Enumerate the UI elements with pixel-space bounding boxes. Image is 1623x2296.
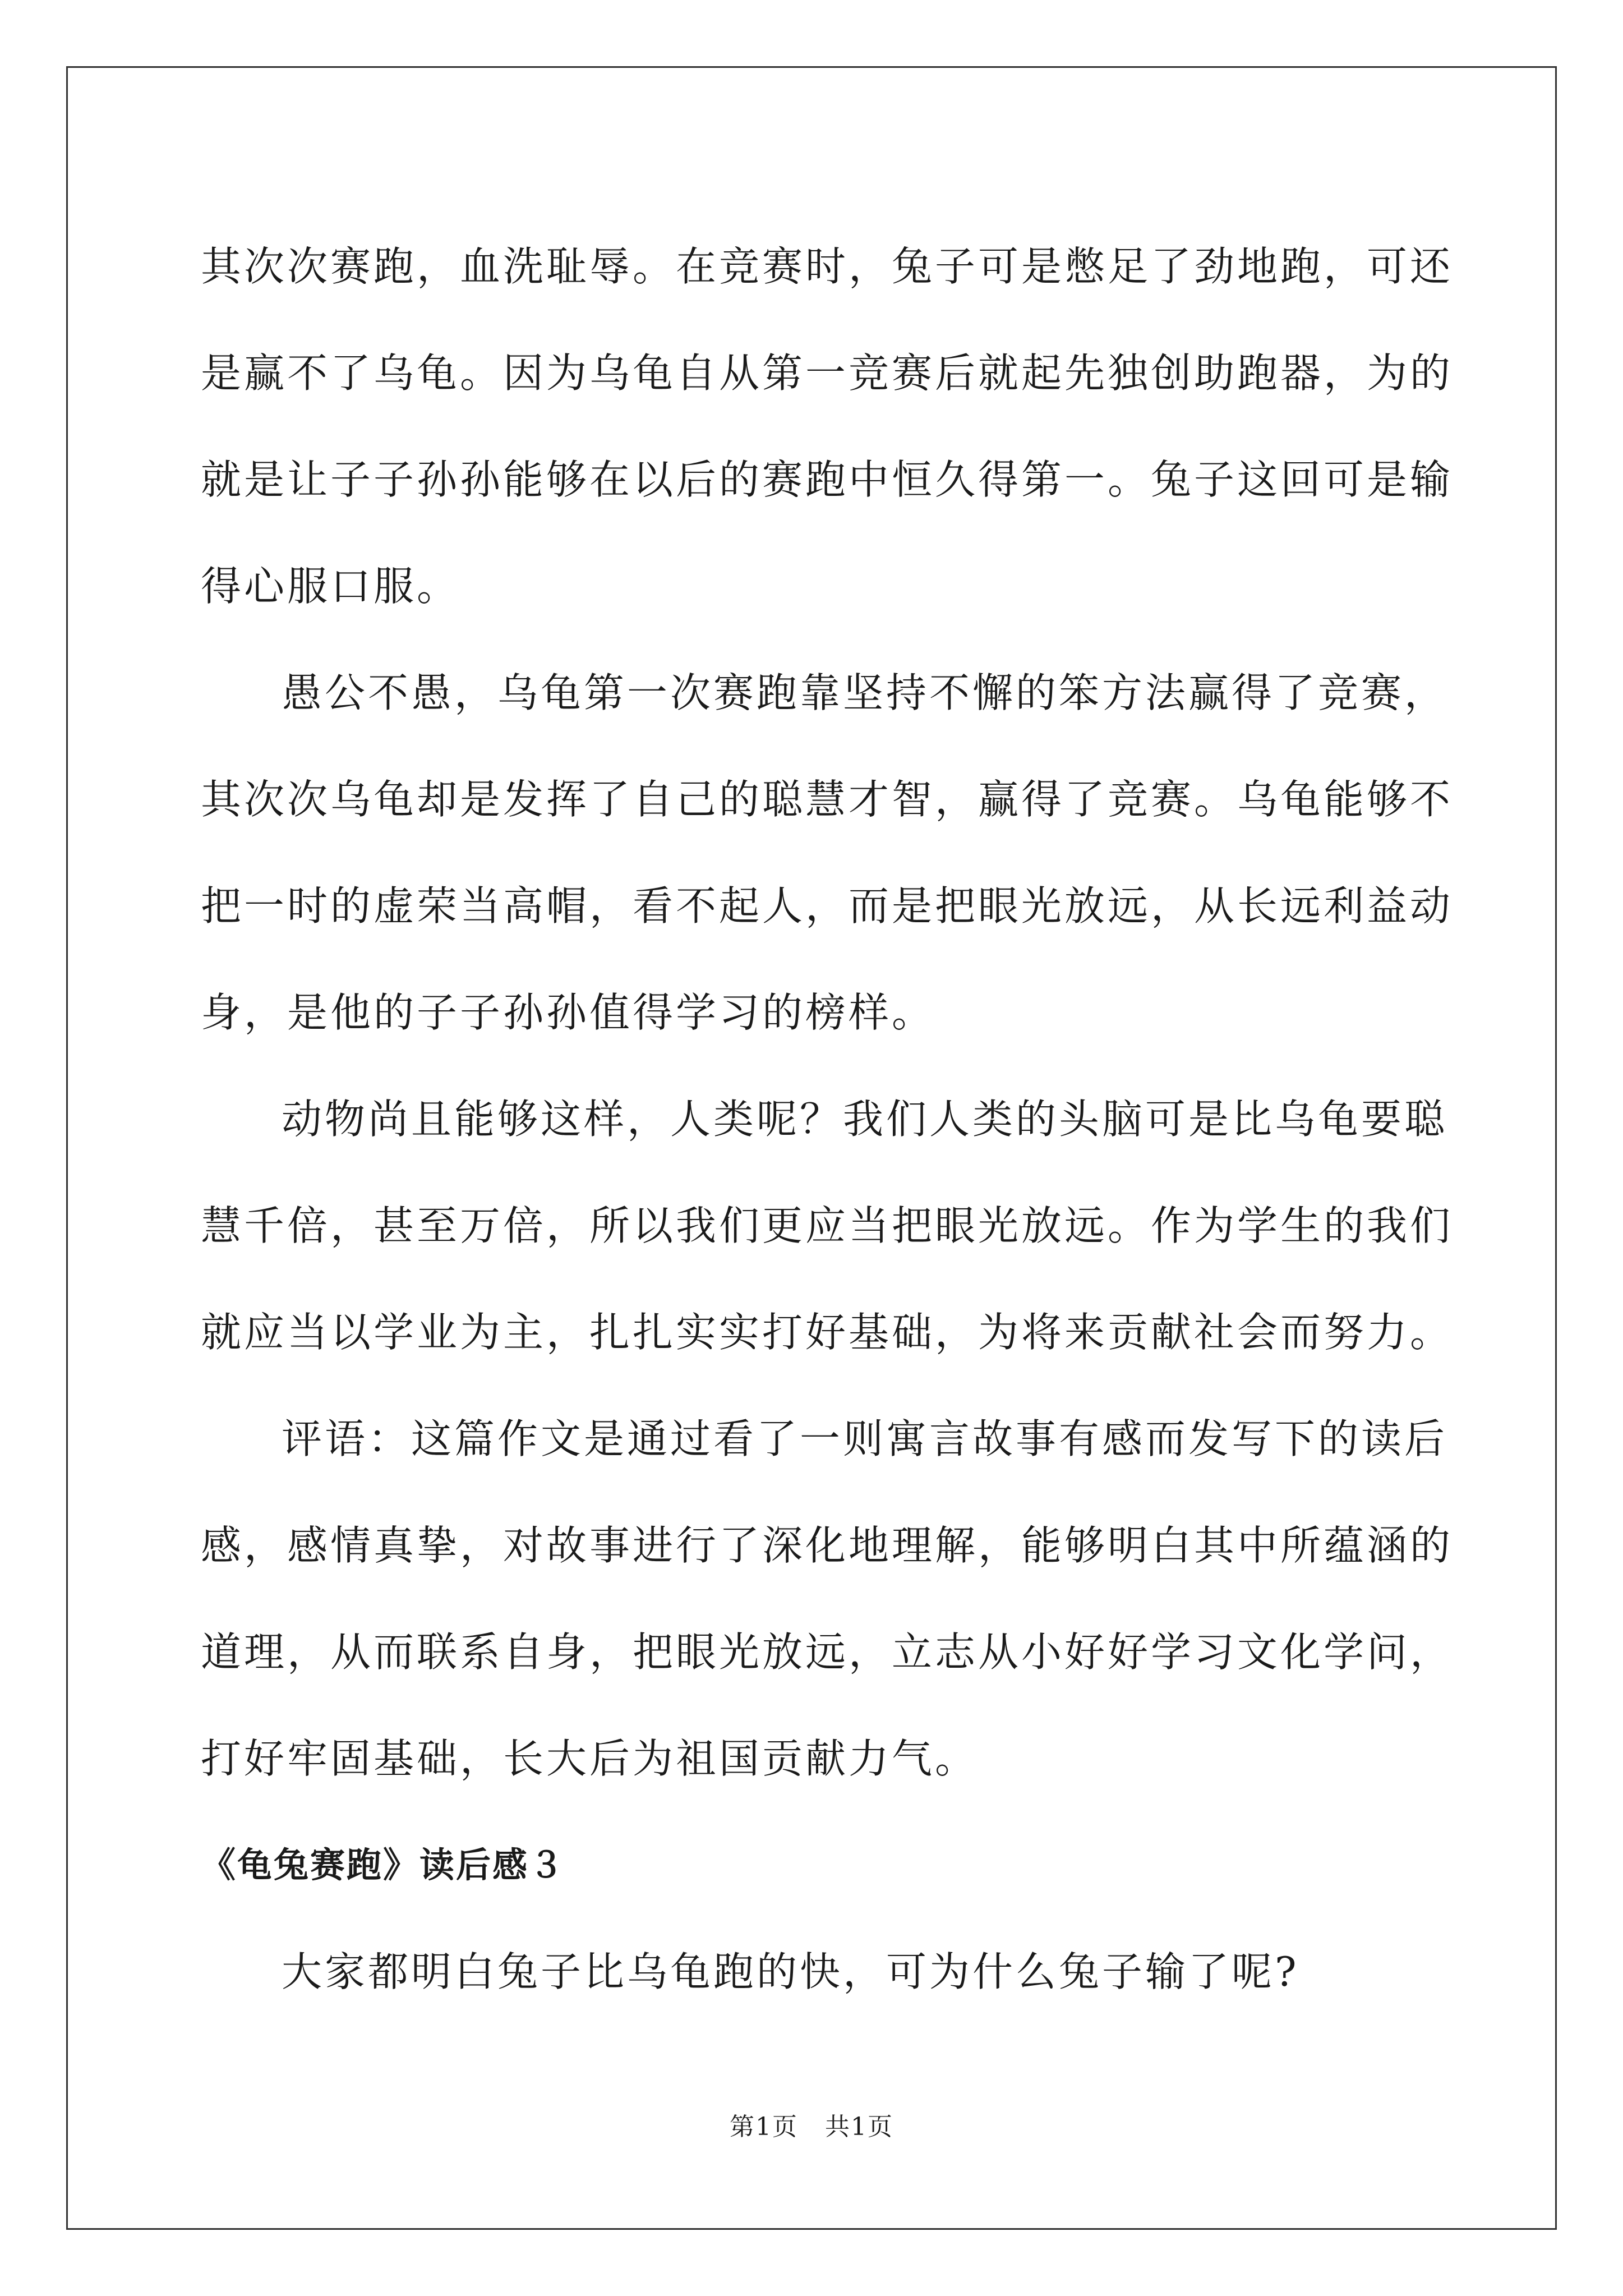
section-heading: 《龟兔赛跑》读后感３ — [201, 1844, 566, 1885]
paragraph-comment: 评语：这篇作文是通过看了一则寓言故事有感而发写下的读后感，感情真挚，对故事进行了深化地理解，能够明白其中所蕴涵的道理，从而联系自身，把眼光放远，立志从小好好学习文化学问，打好牢固基础，长大后为祖国贡献力气。 — [201, 1415, 1454, 1782]
paragraph-continuation: 其次次赛跑，血洗耻辱。在竞赛时，兔子可是憋足了劲地跑，可还是赢不了乌龟。因为乌龟自从第一竞赛后就起先独创助跑器，为的就是让子子孙孙能够在以后的赛跑中恒久得第一。兔子这回可是输得心服口服。 — [201, 243, 1454, 610]
page-footer — [0, 2106, 1623, 2142]
document-body — [201, 213, 1457, 2025]
paragraph-opening: 大家都明白兔子比乌龟跑的快，可为什么兔子输了呢? — [282, 1948, 1299, 1995]
page-number-current: 第1页 — [730, 2113, 798, 2141]
paragraph-analysis: 愚公不愚，乌龟第一次赛跑靠坚持不懈的笨方法赢得了竞赛，其次次乌龟却是发挥了自己的聪慧才智，赢得了竞赛。乌龟能够不把一时的虚荣当高帽，看不起人，而是把眼光放远，从长远利益动身，是他的子子孙孙值得学习的榜样。 — [201, 669, 1454, 1036]
page-number-total: 共1页 — [825, 2113, 893, 2141]
paragraph-reflection: 动物尚且能够这样，人类呢？我们人类的头脑可是比乌龟要聪慧千倍，甚至万倍，所以我们更应当把眼光放远。作为学生的我们就应当以学业为主，扎扎实实打好基础，为将来贡献社会而努力。 — [201, 1096, 1454, 1356]
